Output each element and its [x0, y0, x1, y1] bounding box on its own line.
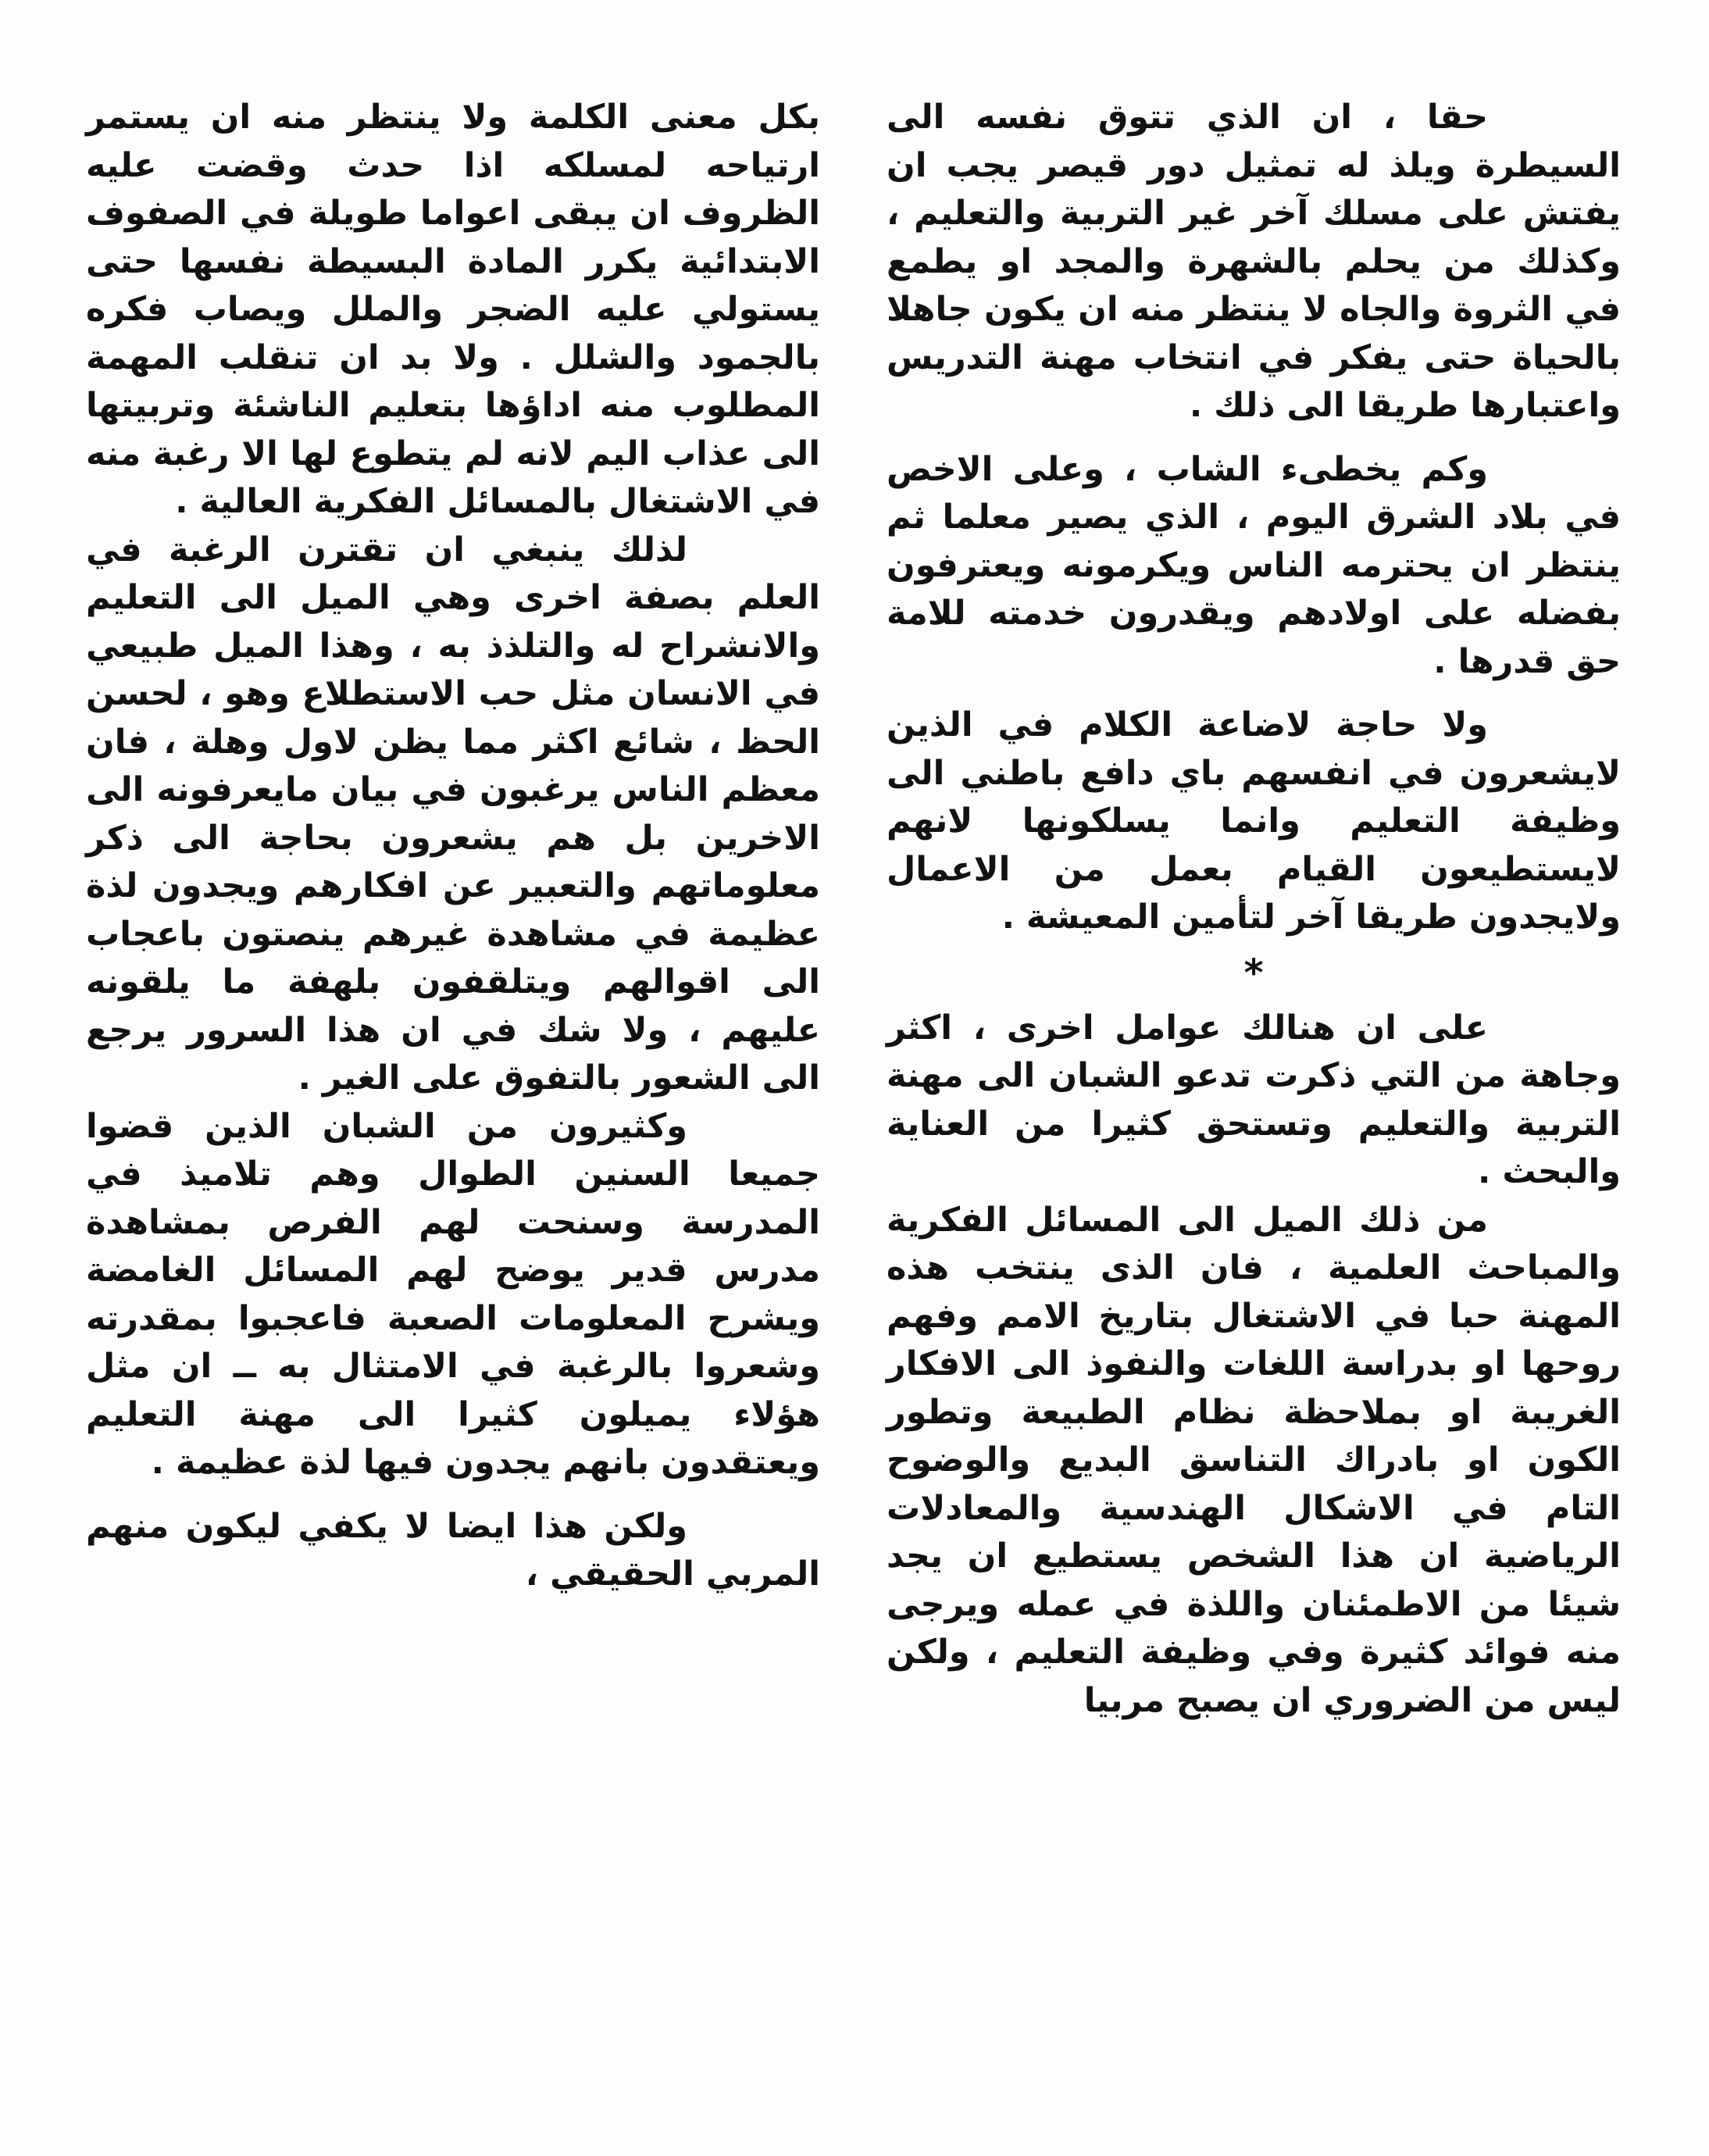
left-text-column	[86, 94, 820, 1599]
paragraph: من ذلك الميل الى المسائل الفكرية والمباحث العلمية ، فان الذى ينتخب هذه المهنة حبا في الاشتغال بتاريخ الامم وفهم روحها او بدراسة اللغات والنفوذ الى الافكار الغريبة او بملاحظة نظام الطبيعة وتطور الكون او بادراك التناسق البديع والوضوح التام في الاشكال الهندسية والمعادلات الرياضية ان هذا الشخص يستطيع ان يجد شيئا من الاطمئنان واللذة في عمله ويرجى منه فوائد كثيرة وفي وظيفة التعليم ، ولكن ليس من الضروري ان يصبح مربيا	[887, 1200, 1621, 1720]
right-text-column	[887, 94, 1621, 1725]
paragraph: بكل معنى الكلمة ولا ينتظر منه ان يستمر ارتياحه لمسلكه اذا حدث وقضت عليه الظروف ان يبقى اعواما طويلة في الصفوف الابتدائية يكرر المادة البسيطة نفسها حتى يستولي عليه الضجر والملل ويصاب فكره بالجمود والشلل . ولا بد ان تنقلب المهمة المطلوب منه اداؤها بتعليم الناشئة وتربيتها الى عذاب اليم لانه لم يتطوع لها الا رغبة منه في الاشتغال بالمسائل الفكرية العالية .	[86, 98, 820, 521]
paragraph: لذلك ينبغي ان تقترن الرغبة في العلم بصفة اخرى وهي الميل الى التعليم والانشراح له والتلذذ به ، وهذا الميل طبيعي في الانسان مثل حب الاستطلاع وهو ، لحسن الحظ ، شائع اكثر مما يظن لاول وهلة ، فان معظم الناس يرغبون في بيان مايعرفونه الى الاخرين بل هم يشعرون بحاجة الى ذكر معلوماتهم والتعبير عن افكارهم ويجدون لذة عظيمة في مشاهدة غيرهم ينصتون باعجاب الى اقوالهم ويتلقفون بلهفة ما يلقونه عليهم ، ولا شك في ان هذا السرور يرجع الى الشعور بالتفوق على الغير .	[86, 530, 820, 1098]
paragraph: على ان هنالك عوامل اخرى ، اكثر وجاهة من التي ذكرت تدعو الشبان الى مهنة التربية والتعليم وتستحق كثيرا من العناية والبحث .	[887, 1008, 1621, 1191]
paragraph: ولكن هذا ايضا لا يكفي ليكون منهم المربي الحقيقي ،	[86, 1506, 820, 1594]
section-separator: *	[1243, 951, 1264, 995]
paragraph: ولا حاجة لاضاعة الكلام في الذين لايشعرون في انفسهم باي دافع باطني الى وظيفة التعليم وانما يسلكونها لانهم لايستطيعون القيام بعمل من الاعمال ولايجدون طريقا آخر لتأمين المعيشة .	[887, 705, 1621, 937]
paragraph: وكثيرون من الشبان الذين قضوا جميعا السنين الطوال وهم تلاميذ في المدرسة وسنحت لهم الفرص بمشاهدة مدرس قدير يوضح لهم المسائل الغامضة ويشرح المعلومات الصعبة فاعجبوا بمقدرته وشعروا بالرغبة في الامتثال به ــ ان مثل هؤلاء يميلون كثيرا الى مهنة التعليم ويعتقدون بانهم يجدون فيها لذة عظيمة .	[86, 1106, 820, 1482]
paragraph: حقا ، ان الذي تتوق نفسه الى السيطرة ويلذ له تمثيل دور قيصر يجب ان يفتش على مسلك آخر غير التربية والتعليم ، وكذلك من يحلم بالشهرة والمجد او يطمع في الثروة والجاه لا ينتظر منه ان يكون جاهلا بالحياة حتى يفكر في انتخاب مهنة التدريس واعتبارها طريقا الى ذلك .	[887, 98, 1621, 425]
paragraph: وكم يخطىء الشاب ، وعلى الاخص في بلاد الشرق اليوم ، الذي يصير معلما ثم ينتظر ان يحترمه الناس ويكرمونه ويعترفون بفضله على اولادهم ويقدرون خدمته للامة حق قدرها .	[887, 449, 1621, 681]
